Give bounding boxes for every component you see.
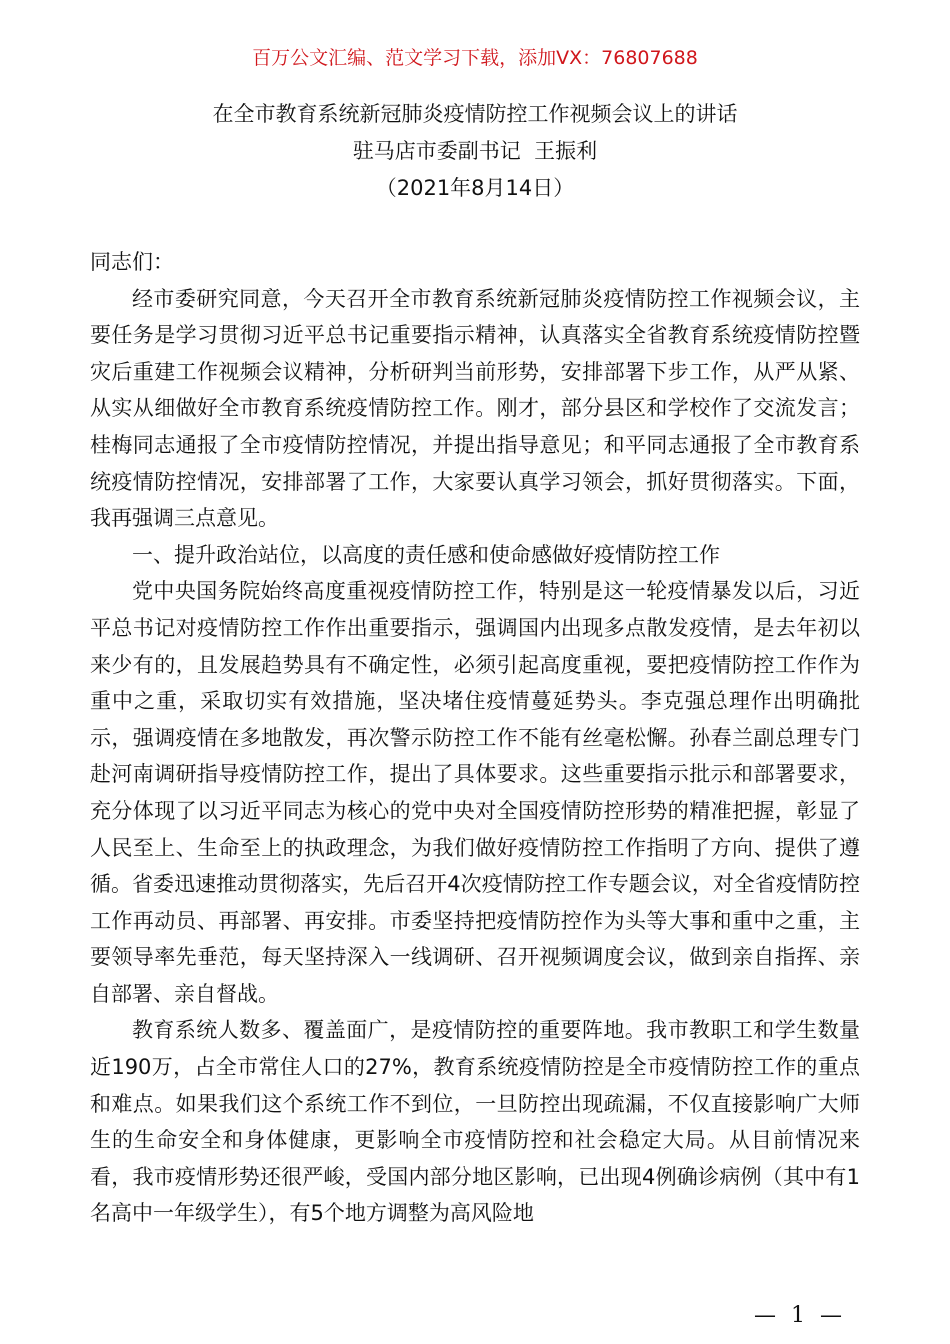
greeting: 同志们： (90, 250, 174, 274)
paragraph-education-system: 教育系统人数多、覆盖面广，是疫情防控的重要阵地。我市教职工和学生数量近190万，占全市常住人口的27%，教育系统疫情防控是全市疫情防控工作的重点和难点。如果我们这个系统工作不到位，一旦防控出现疏漏，不仅直接影响广大师生的生命安全和身体健康，更影响全市疫情防控和社会稳定大局。从目前情况来看，我市疫情形势还很严峻，受国内部分地区影响，已出现4例确诊病例（其中有1名高中一年级学生），有5个地方调整为高风险地 (90, 1018, 860, 1226)
document-title: 在全市教育系统新冠肺炎疫情防控工作视频会议上的讲话 (212, 102, 738, 126)
section-heading-1: 一、提升政治站位，以高度的责任感和使命感做好疫情防控工作 (132, 542, 720, 567)
paragraph-intro: 经市委研究同意，今天召开全市教育系统新冠肺炎疫情防控工作视频会议，主要任务是学习贯彻习近平总书记重要指示精神，认真落实全省教育系统疫情防控暨灾后重建工作视频会议精神，分析研判当前形势，安排部署下步工作，从严从紧、从实从细做好全市教育系统疫情防控工作。刚才，部分县区和学校作了交流发言；桂梅同志通报了全市疫情防控情况，并提出指导意见；和平同志通报了全市教育系统疫情防控情况，安排部署了工作，大家要认真学习领会，抓好贯彻落实。下面，我再强调三点意见。 (90, 286, 860, 531)
title-block (0, 96, 950, 207)
document-body (90, 244, 860, 1232)
paragraph-central-directives: 党中央国务院始终高度重视疫情防控工作，特别是这一轮疫情暴发以后，习近平总书记对疫情防控工作作出重要指示，强调国内出现多点散发疫情，是去年初以来少有的，且发展趋势具有不确定性，必须引起高度重视，要把疫情防控工作作为重中之重，采取切实有效措施，坚决堵住疫情蔓延势头。李克强总理作出明确批示，强调疫情在多地散发，再次警示防控工作不能有丝毫松懈。孙春兰副总理专门赴河南调研指导疫情防控工作，提出了具体要求。这些重要指示批示和部署要求，充分体现了以习近平同志为核心的党中央对全国疫情防控形势的精准把握，彰显了人民至上、生命至上的执政理念，为我们做好疫情防控工作指明了方向、提供了遵循。省委迅速推动贯彻落实，先后召开4次疫情防控工作专题会议，对全省疫情防控工作再动员、再部署、再安排。市委坚持把疫情防控作为头等大事和重中之重，主要领导率先垂范，每天坚持深入一线调研、召开视频调度会议，做到亲自指挥、亲自部署、亲自督战。 (90, 579, 860, 1006)
header-banner: 百万公文汇编、范文学习下载，添加VX：76807688 (252, 47, 698, 69)
speaker-line: 驻马店市委副书记 王振利 (352, 139, 598, 163)
speech-date: （2021年8月14日） (375, 176, 575, 200)
page-number: — 1 — (754, 1303, 846, 1328)
